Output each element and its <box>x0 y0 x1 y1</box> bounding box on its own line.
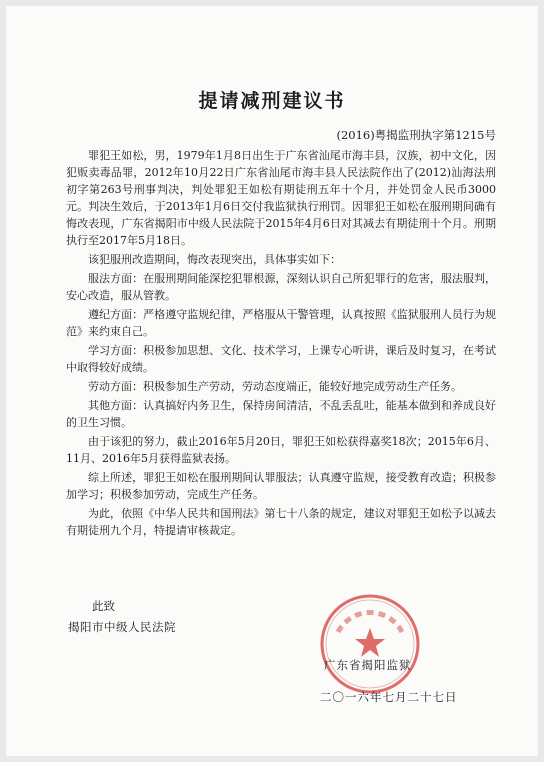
paragraph-discipline: 遵纪方面：严格遵守监规纪律，严格服从干警管理，认真按照《监狱服刑人员行为规范》来约束自己。 <box>66 308 496 338</box>
paragraph-intro: 该犯服刑改造期间，悔改表现突出，具体事实如下： <box>88 253 341 266</box>
document-date: 二〇一六年七月二十七日 <box>320 690 458 704</box>
document-body <box>66 147 496 541</box>
paragraph-other: 其他方面：认真搞好内务卫生，保持房间清洁，不乱丢乱吐，能基本做到和养成良好的卫生习惯。 <box>66 399 496 429</box>
paragraph-awards: 由于该犯的努力，截止2016年5月20日，罪犯王如松获得嘉奖18次；2015年6月、11月、2016年5月获得监狱表扬。 <box>66 435 496 465</box>
seal-star-icon <box>355 628 385 657</box>
paragraph-summary: 综上所述，罪犯王如松在服刑期间认罪服法；认真遵守监规，接受教育改造；积极参加学习；积极参加劳动，完成生产任务。 <box>66 471 496 501</box>
closing-salutation: 此致 <box>92 599 115 613</box>
paragraph-law-abiding: 服法方面：在服刑期间能深挖犯罪根源，深刻认识自己所犯罪行的危害，服法服判，安心改造，服从管教。 <box>66 272 496 302</box>
paragraph-background: 罪犯王如松，男，1979年1月8日出生于广东省汕尾市海丰县，汉族，初中文化，因犯贩卖毒品罪，2012年10月22日广东省汕尾市海丰县人民法院作出了(2012)汕海法刑初字第263号刑事判决，判处罪犯王如松有期徒刑五年十个月，并处罚金人民币3000元。判决生效后，于2013年1月6日交付我监狱执行刑罚。因罪犯王如松在服刑期间确有悔改表现，广东省揭阳市中级人民法院于2015年4月6日对其减去有期徒刑十个月。刑期执行至2017年5月18日。 <box>66 149 496 247</box>
signing-organization: 广东省揭阳监狱 <box>324 658 412 672</box>
recipient-court: 揭阳市中级人民法院 <box>68 620 176 634</box>
document-title: 提请减刑建议书 <box>198 90 346 112</box>
paragraph-labor: 劳动方面：积极参加生产劳动，劳动态度端正，能较好地完成劳动生产任务。 <box>88 380 462 393</box>
document-number: (2016)粤揭监刑执字第1215号 <box>336 128 496 142</box>
document-page <box>6 6 538 756</box>
seal-graphic <box>318 592 422 696</box>
paragraph-study: 学习方面：积极参加思想、文化、技术学习，上课专心听讲，课后及时复习，在考试中取得较好成绩。 <box>66 344 496 374</box>
official-seal <box>318 592 422 696</box>
paragraph-recommendation: 为此，依照《中华人民共和国刑法》第七十八条的规定，建议对罪犯王如松予以减去有期徒刑九个月，特提请审核裁定。 <box>66 507 496 537</box>
